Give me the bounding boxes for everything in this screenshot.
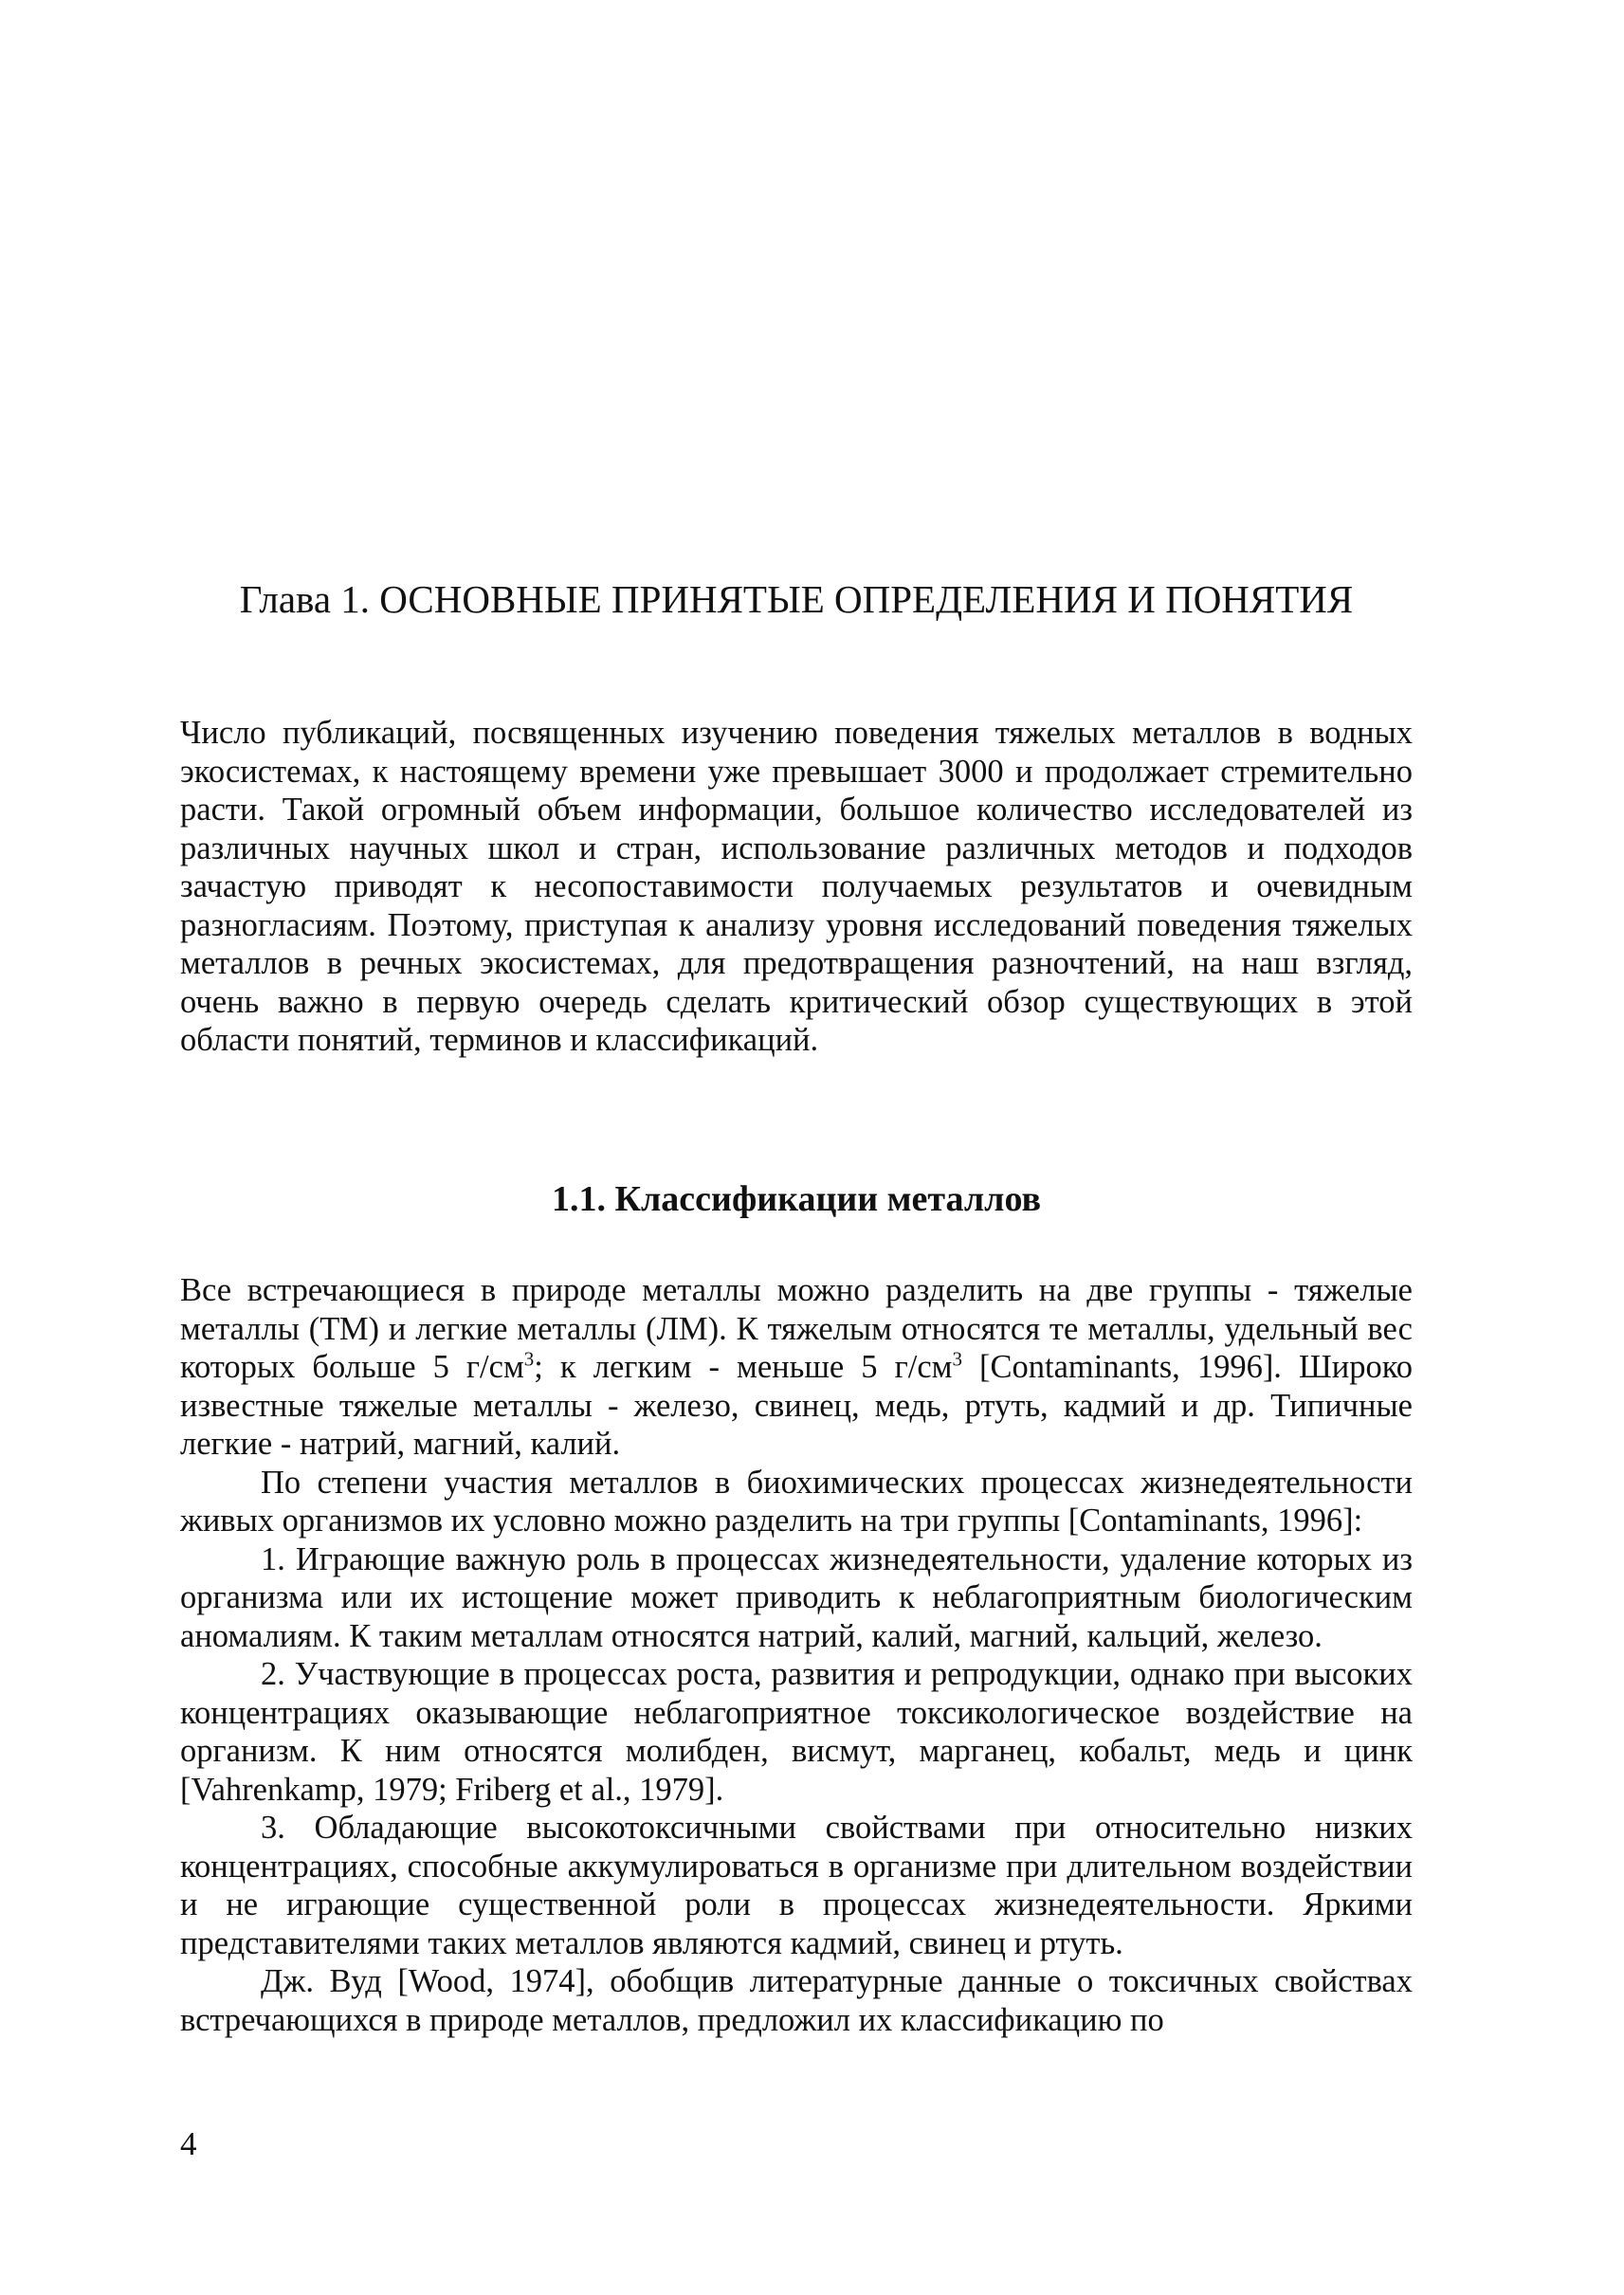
list-item-group-2: 2. Участвующие в процессах роста, развития и репродукции, однако при высоких концентрациях оказывающие неблагоприятное токсикологическое воздействие на организм. К ним относятся молибден, висмут, марганец, кобальт, медь и цинк [Vahrenkamp, 1979; Friberg et al., 1979]. xyxy=(180,1656,1413,1808)
superscript: 3 xyxy=(523,1347,535,1371)
paragraph-wood-classification: Дж. Вуд [Wood, 1974], обобщив литературные данные о токсичных свойствах встречающихся в природе металлов, предложил их классификацию по xyxy=(180,1963,1413,2038)
intro-text xyxy=(180,714,1413,1060)
paragraph-text: [Contaminants, 1996]. Широко известные тяжелые металлы - железо, свинец, медь, ртуть, кадмий и др. Типичные легкие - натрий, магний, калий. xyxy=(180,1349,1413,1462)
list-item-group-1: 1. Играющие важную роль в процессах жизнедеятельности, удаление которых из организма или их истощение может приводить к неблагоприятным биологическим аномалиям. К таким металлам относятся натрий, калий, магний, кальций, железо. xyxy=(180,1540,1413,1654)
intro-paragraph: Число публикаций, посвященных изучению поведения тяжелых металлов в водных экосистемах, к настоящему времени уже превышает 3000 и продолжает стремительно расти. Такой огромный объем информации, большое количество исследователей из различных научных школ и стран, использование различных методов и подходов зачастую приводят к несопоставимости получаемых результатов и очевидным разногласиям. Поэтому, приступая к анализу уровня исследований поведения тяжелых металлов в речных экосистемах, для предотвращения разночтений, на наш взгляд, очень важно в первую очередь сделать критический обзор существующих в этой области понятий, терминов и классификаций. xyxy=(180,715,1413,1058)
superscript: 3 xyxy=(952,1347,962,1371)
list-item-group-3: 3. Обладающие высокотоксичными свойствами при относительно низких концентрациях, способные аккумулироваться в организме при длительном воздействии и не играющие существенной роли в процессах жизнедеятельности. Яркими представителями таких металлов являются кадмий, свинец и ртуть. xyxy=(180,1810,1413,1961)
section-body xyxy=(180,1271,1413,2039)
section-heading: 1.1. Классификации металлов xyxy=(551,1179,1042,1219)
paragraph-text: ; к легким - меньше 5 г/см xyxy=(534,1349,953,1385)
paragraph-text: Все встречающиеся в природе металлы можно разделить на две группы - тяжелые металлы (ТМ) и легкие металлы (ЛМ). К тяжелым относятся те металлы, удельный вес которых больше 5 г/см xyxy=(180,1272,1413,1385)
chapter-title: Глава 1. ОСНОВНЫЕ ПРИНЯТЫЕ ОПРЕДЕЛЕНИЯ И ПОНЯТИЯ xyxy=(239,577,1354,621)
paragraph-metal-groups xyxy=(180,1271,1413,1464)
page-number: 4 xyxy=(180,2125,197,2162)
paragraph-biochemical-groups: По степени участия металлов в биохимических процессах жизнедеятельности живых организмов их условно можно разделить на три группы [Contaminants, 1996]: xyxy=(180,1464,1413,1539)
